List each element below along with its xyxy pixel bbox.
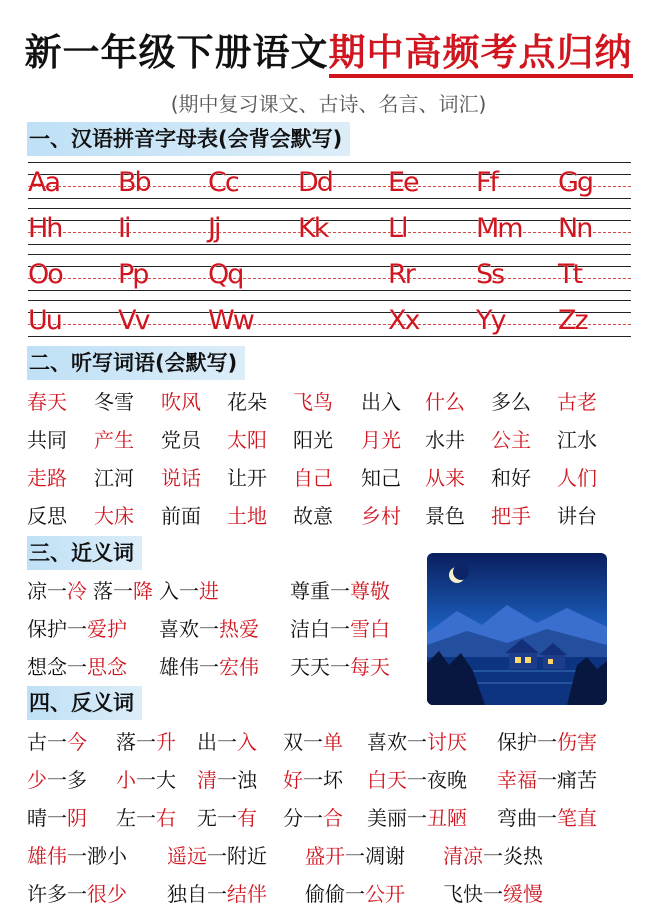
alphabet-letter: Ee <box>388 167 418 198</box>
pair-dash: 一 <box>303 730 323 754</box>
pair-dash: 一 <box>47 579 67 603</box>
alphabet-grid <box>28 162 631 342</box>
pair-dash: 一 <box>47 806 67 830</box>
alphabet-letter: Xx <box>388 305 419 336</box>
pair-word: 丑陋 <box>427 806 467 830</box>
page-subtitle: (期中复习课文、古诗、名言、词汇) <box>170 92 487 116</box>
alphabet-letter: Oo <box>28 259 62 290</box>
pair-dash: 一 <box>330 579 350 603</box>
dictation-word: 春天 <box>27 390 67 414</box>
pair-dash: 一 <box>179 579 199 603</box>
pair-dash: 一 <box>47 730 67 754</box>
pair-word: 笔直 <box>557 806 597 830</box>
word-pair <box>167 839 267 873</box>
pair-word: 缓慢 <box>503 882 543 906</box>
alphabet-letter: Dd <box>298 167 332 198</box>
word-pair <box>305 839 405 873</box>
alphabet-letter: Ww <box>208 305 253 336</box>
word-pair <box>197 801 257 835</box>
word-pair <box>27 801 87 835</box>
pair-word: 左 <box>116 806 136 830</box>
word-pair <box>159 650 259 684</box>
pair-word: 宏伟 <box>219 655 259 679</box>
pair-word: 结伴 <box>227 882 267 906</box>
pair-dash: 一 <box>199 655 219 679</box>
alphabet-letter: Gg <box>558 167 593 198</box>
dictation-word: 让开 <box>227 466 267 490</box>
dictation-word: 前面 <box>161 504 201 528</box>
section-heading-pinyin: 一、汉语拼音字母表(会背会默写) <box>27 122 350 156</box>
pair-word: 升 <box>156 730 176 754</box>
pair-word: 保护 <box>27 617 67 641</box>
pair-word: 许多 <box>27 882 67 906</box>
pair-word: 盛开 <box>305 844 345 868</box>
dictation-word: 把手 <box>491 504 531 528</box>
dictation-word: 党员 <box>161 428 201 452</box>
pair-word: 弯曲 <box>497 806 537 830</box>
word-pair <box>167 877 267 911</box>
pair-word: 夜晚 <box>427 768 467 792</box>
pair-word: 讨厌 <box>427 730 467 754</box>
ruling-line <box>28 254 631 255</box>
dictation-word: 反思 <box>27 504 67 528</box>
pair-word: 炎热 <box>503 844 543 868</box>
pair-word: 独自 <box>167 882 207 906</box>
pair-word: 伤害 <box>557 730 597 754</box>
word-pair <box>497 801 597 835</box>
dictation-word: 共同 <box>27 428 67 452</box>
pair-dash: 一 <box>483 844 503 868</box>
pair-word: 清凉 <box>443 844 483 868</box>
word-pair <box>367 763 467 797</box>
word-pair <box>159 612 259 646</box>
alphabet-letter: Cc <box>208 167 238 198</box>
pair-word: 有 <box>237 806 257 830</box>
pair-word: 尊敬 <box>350 579 390 603</box>
pair-word: 清 <box>197 768 217 792</box>
alphabet-letter: Uu <box>28 305 61 336</box>
dictation-word: 太阳 <box>227 428 267 452</box>
ruling-line <box>28 208 631 209</box>
alphabet-letter: Ii <box>118 213 130 244</box>
alphabet-row <box>28 208 631 244</box>
word-pair <box>27 574 87 608</box>
pair-word: 雄伟 <box>27 844 67 868</box>
pair-dash: 一 <box>217 768 237 792</box>
pair-word: 渺小 <box>87 844 127 868</box>
word-pair <box>159 574 219 608</box>
pair-word: 降 <box>133 579 153 603</box>
pair-dash: 一 <box>345 882 365 906</box>
word-pair <box>290 650 390 684</box>
dictation-word: 大床 <box>94 504 134 528</box>
pair-word: 多 <box>67 768 87 792</box>
pair-word: 尊重 <box>290 579 330 603</box>
dictation-word: 景色 <box>425 504 465 528</box>
pair-word: 痛苦 <box>557 768 597 792</box>
pair-dash: 一 <box>217 806 237 830</box>
alphabet-letter: Vv <box>118 305 149 336</box>
ruling-line <box>28 336 631 337</box>
pair-dash: 一 <box>407 768 427 792</box>
pair-word: 保护 <box>497 730 537 754</box>
dictation-word: 讲台 <box>557 504 597 528</box>
alphabet-letter: Zz <box>558 305 587 336</box>
pair-word: 天天 <box>290 655 330 679</box>
pair-word: 雪白 <box>350 617 390 641</box>
alphabet-letter: Mm <box>476 213 522 244</box>
pair-word: 洁白 <box>290 617 330 641</box>
pair-word: 凋谢 <box>365 844 405 868</box>
dictation-word: 吹风 <box>161 390 201 414</box>
alphabet-letter: Kk <box>298 213 328 244</box>
pair-dash: 一 <box>136 730 156 754</box>
dictation-word: 和好 <box>491 466 531 490</box>
title-highlight: 期中高频考点归纳 <box>329 31 633 78</box>
pair-word: 冷 <box>67 579 87 603</box>
word-pair <box>497 725 597 759</box>
pair-word: 遥远 <box>167 844 207 868</box>
word-pair <box>290 574 390 608</box>
dictation-word: 知己 <box>361 466 401 490</box>
dictation-word: 阳光 <box>293 428 333 452</box>
pair-dash: 一 <box>345 844 365 868</box>
pair-word: 合 <box>323 806 343 830</box>
alphabet-letter: Tt <box>558 259 582 290</box>
word-pair <box>443 877 543 911</box>
word-pair <box>27 612 127 646</box>
moonlit-lake-illustration <box>427 553 607 705</box>
dictation-word: 什么 <box>425 390 465 414</box>
pair-word: 阴 <box>67 806 87 830</box>
dictation-word: 冬雪 <box>94 390 134 414</box>
dictation-word: 土地 <box>227 504 267 528</box>
alphabet-letter: Ss <box>476 259 504 290</box>
dictation-word: 故意 <box>293 504 333 528</box>
pair-word: 进 <box>199 579 219 603</box>
alphabet-letter: Nn <box>558 213 592 244</box>
pair-dash: 一 <box>537 730 557 754</box>
ruling-line <box>28 290 631 291</box>
pair-word: 落 <box>116 730 136 754</box>
pair-dash: 一 <box>217 730 237 754</box>
pair-dash: 一 <box>67 655 87 679</box>
alphabet-letter: Rr <box>388 259 414 290</box>
alphabet-letter: Aa <box>28 167 60 198</box>
title-prefix: 新一年级下册语文 <box>24 31 329 74</box>
pair-dash: 一 <box>537 806 557 830</box>
word-pair <box>283 801 343 835</box>
pair-dash: 一 <box>136 768 156 792</box>
pair-dash: 一 <box>136 806 156 830</box>
pair-dash: 一 <box>407 730 427 754</box>
pair-word: 大 <box>156 768 176 792</box>
word-pair <box>443 839 543 873</box>
pair-word: 入 <box>237 730 257 754</box>
pair-word: 热爱 <box>219 617 259 641</box>
pair-word: 喜欢 <box>367 730 407 754</box>
word-pair <box>27 650 127 684</box>
pair-word: 晴 <box>27 806 47 830</box>
pair-word: 双 <box>283 730 303 754</box>
ruling-line <box>28 244 631 245</box>
ruling-line <box>28 162 631 163</box>
pair-word: 偷偷 <box>305 882 345 906</box>
dictation-word: 公主 <box>491 428 531 452</box>
dictation-word: 说话 <box>161 466 201 490</box>
dictation-word: 古老 <box>557 390 597 414</box>
pair-word: 今 <box>67 730 87 754</box>
word-pair <box>305 877 405 911</box>
dictation-word: 月光 <box>361 428 401 452</box>
pair-word: 飞快 <box>443 882 483 906</box>
pair-word: 公开 <box>365 882 405 906</box>
pair-word: 小 <box>116 768 136 792</box>
word-pair <box>290 612 390 646</box>
dictation-word: 自己 <box>293 466 333 490</box>
dictation-word: 从来 <box>425 466 465 490</box>
dictation-word: 水井 <box>425 428 465 452</box>
section-heading-dictation: 二、听写词语(会默写) <box>27 346 245 380</box>
word-pair <box>27 839 127 873</box>
word-pair <box>93 574 153 608</box>
pair-word: 右 <box>156 806 176 830</box>
pair-dash: 一 <box>330 655 350 679</box>
pair-word: 想念 <box>27 655 67 679</box>
pair-dash: 一 <box>330 617 350 641</box>
pair-dash: 一 <box>303 806 323 830</box>
pair-word: 入 <box>159 579 179 603</box>
pair-word: 分 <box>283 806 303 830</box>
word-pair <box>197 725 257 759</box>
pair-dash: 一 <box>67 617 87 641</box>
dictation-word: 产生 <box>94 428 134 452</box>
pair-word: 出 <box>197 730 217 754</box>
dictation-word: 江河 <box>94 466 134 490</box>
pair-word: 雄伟 <box>159 655 199 679</box>
alphabet-letter: Jj <box>208 213 220 244</box>
pair-word: 无 <box>197 806 217 830</box>
alphabet-letter: Ff <box>476 167 498 198</box>
pair-dash: 一 <box>207 844 227 868</box>
pair-dash: 一 <box>199 617 219 641</box>
pair-dash: 一 <box>537 768 557 792</box>
pair-dash: 一 <box>483 882 503 906</box>
alphabet-letter: Yy <box>476 305 505 336</box>
pair-dash: 一 <box>303 768 323 792</box>
alphabet-row <box>28 300 631 336</box>
alphabet-letter: Hh <box>28 213 62 244</box>
pair-word: 美丽 <box>367 806 407 830</box>
word-pair <box>27 725 87 759</box>
word-pair <box>367 725 467 759</box>
dictation-word: 飞鸟 <box>293 390 333 414</box>
pair-word: 喜欢 <box>159 617 199 641</box>
page-title <box>0 22 657 76</box>
alphabet-letter: Pp <box>118 259 148 290</box>
pair-dash: 一 <box>67 882 87 906</box>
pair-dash: 一 <box>407 806 427 830</box>
section-heading-antonyms: 四、反义词 <box>27 686 142 720</box>
pair-word: 很少 <box>87 882 127 906</box>
word-pair <box>27 877 127 911</box>
pair-dash: 一 <box>113 579 133 603</box>
alphabet-row <box>28 162 631 198</box>
word-pair <box>116 801 176 835</box>
alphabet-letter: Qq <box>208 259 243 290</box>
dictation-word: 人们 <box>557 466 597 490</box>
word-pair <box>27 763 87 797</box>
pair-word: 爱护 <box>87 617 127 641</box>
pair-word: 古 <box>27 730 47 754</box>
pair-dash: 一 <box>207 882 227 906</box>
pair-word: 白天 <box>367 768 407 792</box>
word-pair <box>197 763 257 797</box>
word-pair <box>367 801 467 835</box>
pair-word: 思念 <box>87 655 127 679</box>
word-pair <box>283 725 343 759</box>
dictation-word: 多么 <box>491 390 531 414</box>
dictation-word: 江水 <box>557 428 597 452</box>
pair-dash: 一 <box>47 768 67 792</box>
dictation-word: 出入 <box>361 390 401 414</box>
pair-word: 附近 <box>227 844 267 868</box>
pair-word: 少 <box>27 768 47 792</box>
ruling-line <box>28 198 631 199</box>
section-heading-synonyms: 三、近义词 <box>27 536 142 570</box>
pair-word: 每天 <box>350 655 390 679</box>
pair-word: 幸福 <box>497 768 537 792</box>
dictation-word: 花朵 <box>227 390 267 414</box>
word-pair <box>283 763 343 797</box>
dictation-word: 走路 <box>27 466 67 490</box>
pair-word: 浊 <box>237 768 257 792</box>
ruling-line <box>28 300 631 301</box>
pair-word: 单 <box>323 730 343 754</box>
alphabet-letter: Bb <box>118 167 150 198</box>
pair-word: 凉 <box>27 579 47 603</box>
alphabet-row <box>28 254 631 290</box>
word-pair <box>497 763 597 797</box>
pair-word: 坏 <box>323 768 343 792</box>
dictation-word: 乡村 <box>361 504 401 528</box>
pair-word: 落 <box>93 579 113 603</box>
word-pair <box>116 725 176 759</box>
alphabet-letter: Ll <box>388 213 407 244</box>
pair-dash: 一 <box>67 844 87 868</box>
pair-word: 好 <box>283 768 303 792</box>
word-pair <box>116 763 176 797</box>
